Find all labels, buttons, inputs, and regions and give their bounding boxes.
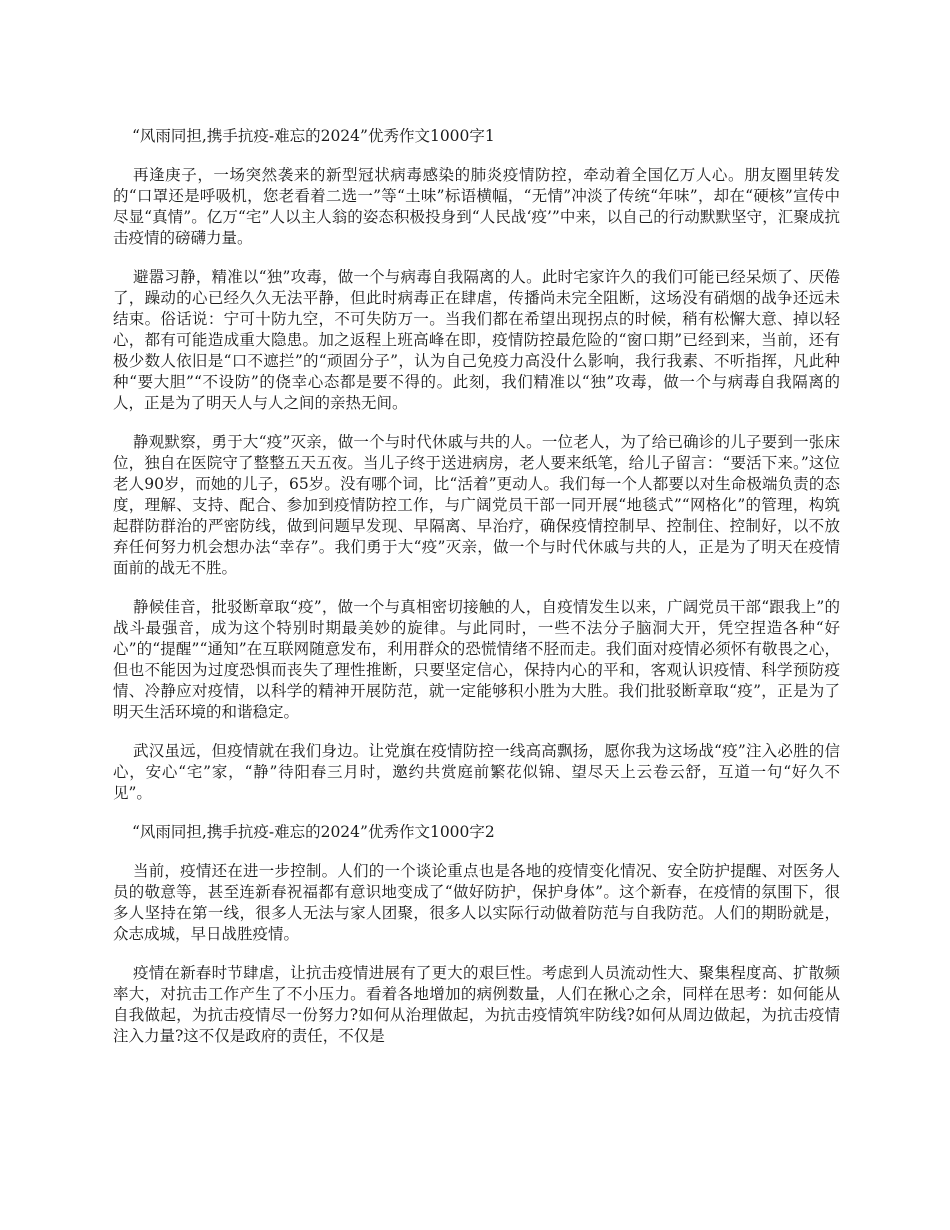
- essay-title-1: “风雨同担,携手抗疫-难忘的2024”优秀作文1000字1: [132, 127, 495, 145]
- paragraph-1-4: 静候佳音，批驳断章取“疫”，做一个与真相密切接触的人，自疫情发生以来，广阔党员干部“跟我上”的战斗最强音，成为这个特别时期最美妙的旋律。与此同时，一些不法分子脑洞大开，凭空捏造各种“好心”的“提醒”“通知”在互联网随意发布，利用群众的恐慌情绪不胫而走。我们面对疫情必须怀有敬畏之心，但也不能因为过度恐惧而丧失了理性推断，只要坚定信心，保持内心的平和，客观认识疫情、科学预防疫情、冷静应对疫情，以科学的精神开展防范，就一定能够积小胜为大胜。我们批驳断章取“疫”，正是为了明天生活环境的和谐稳定。: [113, 598, 840, 721]
- paragraph-1-2: 避嚣习静，精准以“独”攻毒，做一个与病毒自我隔离的人。此时宅家许久的我们可能已经呆烦了、厌倦了，躁动的心已经久久无法平静，但此时病毒正在肆虐，传播尚未完全阻断，这场没有硝烟的战争还远未结束。俗话说：宁可十防九空，不可失防万一。当我们都在希望出现拐点的时候，稍有松懈大意、掉以轻心，都有可能造成重大隐患。加之返程上班高峰在即，疫情防控最危险的“窗口期”已经到来，当前，还有极少数人依旧是“口不遮拦”的“顽固分子”，认为自己免疫力高没什么影响，我行我素、不听指挥，凡此种种“要大胆”“不设防”的侥幸心态都是要不得的。此刻，我们精准以“独”攻毒，做一个与病毒自我隔离的人，正是为了明天人与人之间的亲热无间。: [113, 268, 840, 412]
- document-page: [113, 126, 840, 1065]
- paragraph-1-1: 再逢庚子，一场突然袭来的新型冠状病毒感染的肺炎疫情防控，牵动着全国亿万人心。朋友圈里转发的“口罩还是呼吸机，您老看着二选一”等“土味”标语横幅，“无情”冲淡了传统“年味”，却在“硬核”宣传中尽显“真情”。亿万“宅”人以主人翁的姿态积极投身到“人民战‘疫’”中来，以自己的行动默默坚守，汇聚成抗击疫情的磅礴力量。: [113, 166, 840, 247]
- paragraph-1-3: 静观默察，勇于大“疫”灭亲，做一个与时代休戚与共的人。一位老人，为了给已确诊的儿子要到一张床位，独自在医院守了整整五天五夜。当儿子终于送进病房，老人要来纸笔，给儿子留言：“要活下来。”这位老人90岁，而她的儿子，65岁。没有哪个词，比“活着”更动人。我们每一个人都要以对生命极端负责的态度，理解、支持、配合、参加到疫情防控工作，与广阔党员干部一同开展“地毯式”“网格化”的管理，构筑起群防群治的严密防线，做到问题早发现、早隔离、早治疗，确保疫情控制早、控制住、控制好，以不放弃任何努力机会想办法“幸存”。我们勇于大“疫”灭亲，做一个与时代休戚与共的人，正是为了明天在疫情面前的战无不胜。: [113, 433, 840, 577]
- essay-title-2: “风雨同担,携手抗疫-难忘的2024”优秀作文1000字2: [132, 823, 495, 841]
- paragraph-2-2: 疫情在新春时节肆虐，让抗击疫情进展有了更大的艰巨性。考虑到人员流动性大、聚集程度高、扩散频率大，对抗击工作产生了不小压力。看着各地增加的病例数量，人们在揪心之余，同样在思考：如何能从自我做起，为抗击疫情尽一份努力?如何从治理做起，为抗击疫情筑牢防线?如何从周边做起，为抗击疫情注入力量?这不仅是政府的责任，不仅是: [113, 964, 840, 1045]
- paragraph-2-1: 当前，疫情还在进一步控制。人们的一个谈论重点也是各地的疫情变化情况、安全防护提醒、对医务人员的敬意等，甚至连新春祝福都有意识地变成了“做好防护，保护身体”。这个新春，在疫情的氛围下，很多人坚持在第一线，很多人无法与家人团聚，很多人以实际行动做着防范与自我防范。人们的期盼就是，众志成城，早日战胜疫情。: [113, 862, 840, 943]
- paragraph-1-5: 武汉虽远，但疫情就在我们身边。让党旗在疫情防控一线高高飘扬，愿你我为这场战“疫”注入必胜的信心，安心“宅”家，“静”待阳春三月时，邀约共赏庭前繁花似锦、望尽天上云卷云舒，互道一句“好久不见”。: [113, 742, 840, 802]
